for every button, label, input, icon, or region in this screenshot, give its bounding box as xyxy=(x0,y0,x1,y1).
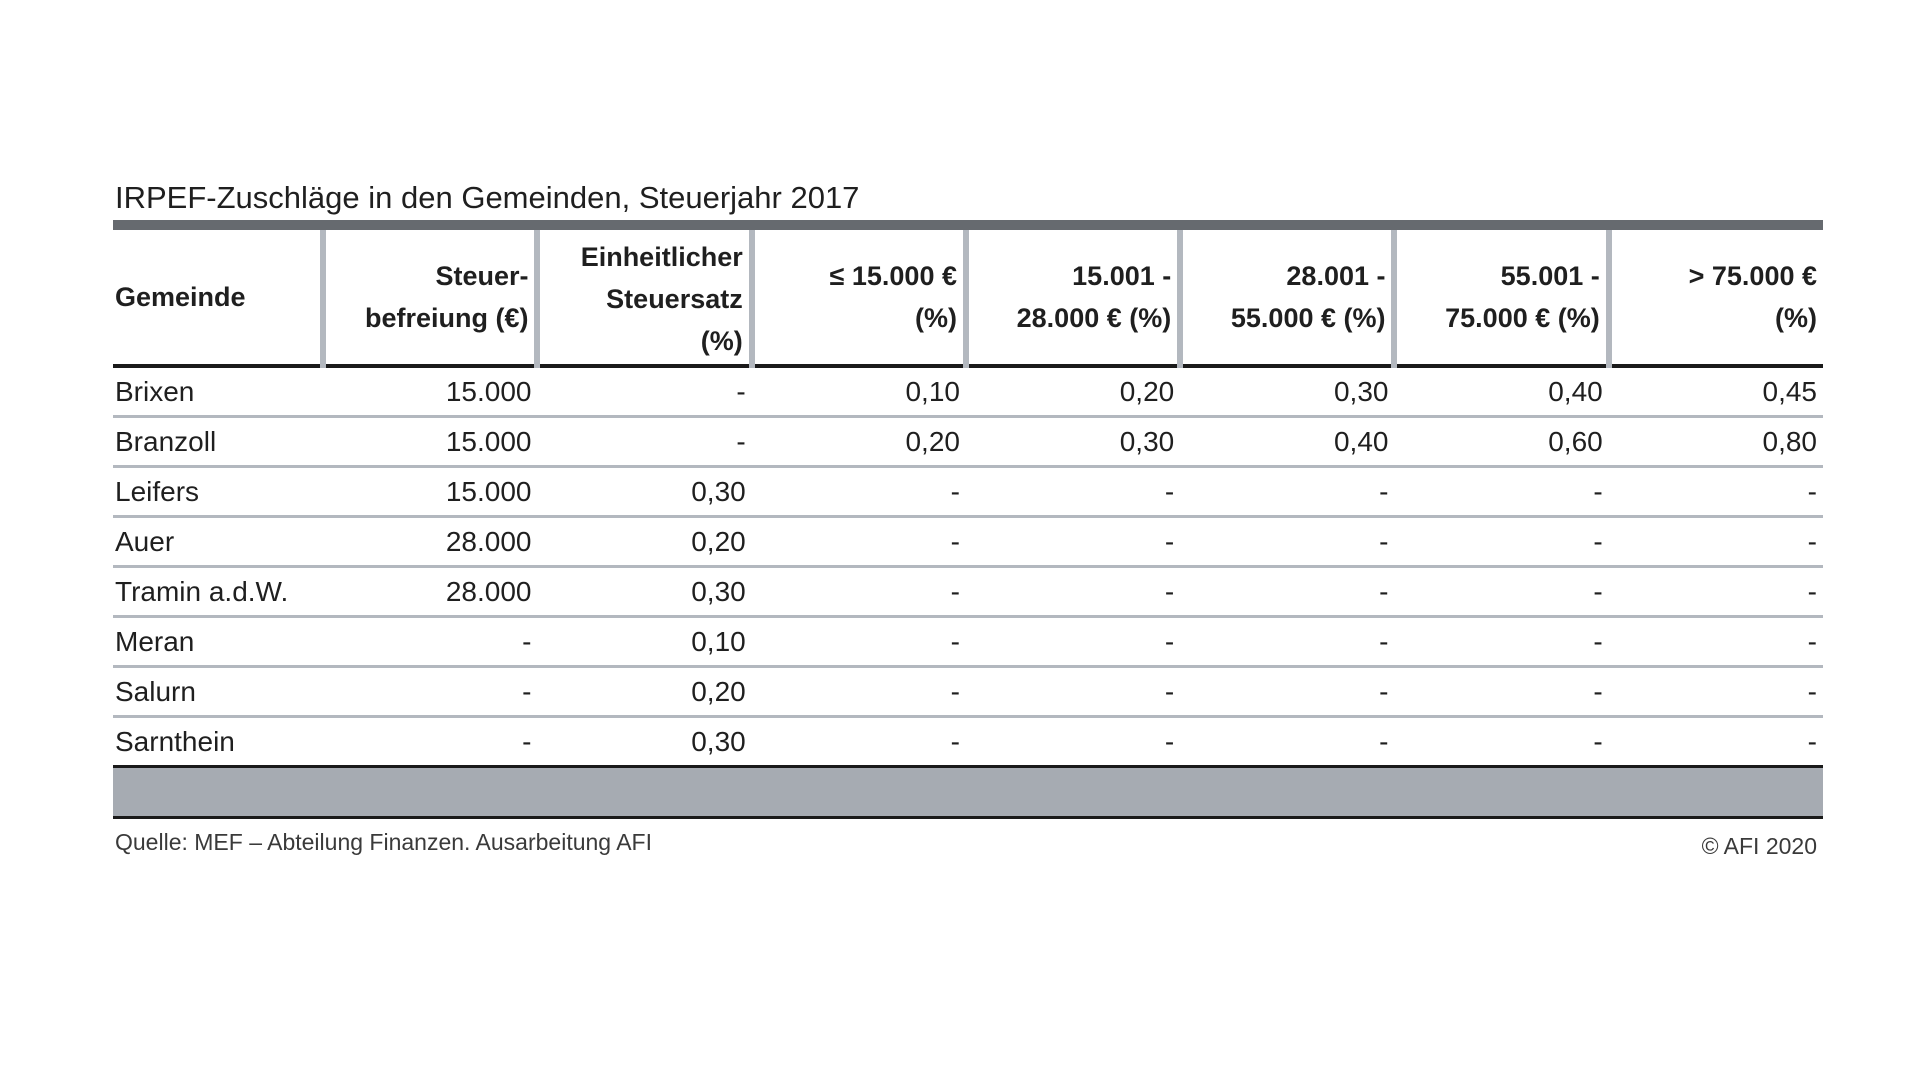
value-cell: 28.000 xyxy=(323,517,537,567)
value-cell: - xyxy=(1609,617,1823,667)
value-cell: - xyxy=(752,617,966,667)
source-note: Quelle: MEF – Abteilung Finanzen. Ausarbeitung AFI xyxy=(115,829,652,855)
value-cell: 15.000 xyxy=(323,467,537,517)
table-figure xyxy=(113,176,1823,859)
value-cell: - xyxy=(966,467,1180,517)
value-cell: - xyxy=(966,617,1180,667)
col-header-einheitlicher-steuersatz xyxy=(537,230,751,366)
municipality-cell: Leifers xyxy=(113,467,323,517)
value-cell: 28.000 xyxy=(323,567,537,617)
header-line: Steuer- xyxy=(435,261,529,291)
value-cell: - xyxy=(537,417,751,467)
value-cell: 0,30 xyxy=(537,717,751,767)
header-line: 15.001 - xyxy=(1072,261,1172,291)
value-cell: 0,20 xyxy=(752,417,966,467)
value-cell: - xyxy=(1394,717,1608,767)
header-line: Gemeinde xyxy=(115,282,246,312)
footer-band xyxy=(113,768,1823,819)
value-cell: 15.000 xyxy=(323,417,537,467)
value-cell: - xyxy=(752,517,966,567)
value-cell: 0,10 xyxy=(752,366,966,417)
value-cell: - xyxy=(752,467,966,517)
col-header-gemeinde xyxy=(113,230,323,366)
value-cell: 0,30 xyxy=(1180,366,1394,417)
table-row xyxy=(113,366,1823,417)
table-footer xyxy=(113,819,1823,859)
value-cell: - xyxy=(323,617,537,667)
data-table xyxy=(113,230,1823,768)
value-cell: - xyxy=(537,366,751,417)
municipality-cell: Tramin a.d.W. xyxy=(113,567,323,617)
col-header-steuerbefreiung xyxy=(323,230,537,366)
table-row xyxy=(113,617,1823,667)
value-cell: - xyxy=(323,667,537,717)
value-cell: - xyxy=(323,717,537,767)
municipality-cell: Salurn xyxy=(113,667,323,717)
value-cell: - xyxy=(1609,467,1823,517)
col-header-bracket-1 xyxy=(752,230,966,366)
value-cell: - xyxy=(1180,517,1394,567)
value-cell: - xyxy=(752,667,966,717)
municipality-cell: Branzoll xyxy=(113,417,323,467)
value-cell: 0,30 xyxy=(537,567,751,617)
table-title: IRPEF-Zuschläge in den Gemeinden, Steuerjahr 2017 xyxy=(115,180,860,215)
value-cell: - xyxy=(1180,667,1394,717)
header-line: 55.001 - xyxy=(1500,261,1600,291)
copyright-note: © AFI 2020 xyxy=(1701,833,1817,859)
table-body xyxy=(113,366,1823,767)
value-cell: - xyxy=(1609,717,1823,767)
value-cell: - xyxy=(1180,567,1394,617)
value-cell: - xyxy=(1394,567,1608,617)
header-line: 75.000 € (%) xyxy=(1445,303,1600,333)
value-cell: 0,30 xyxy=(537,467,751,517)
header-line: befreiung (€) xyxy=(364,303,529,333)
value-cell: - xyxy=(1609,517,1823,567)
value-cell: - xyxy=(752,717,966,767)
col-header-bracket-3 xyxy=(1180,230,1394,366)
header-line: (%) xyxy=(1775,303,1817,333)
value-cell: 0,30 xyxy=(966,417,1180,467)
municipality-cell: Sarnthein xyxy=(113,717,323,767)
header-line: Steuersatz xyxy=(606,284,743,314)
value-cell: - xyxy=(1394,617,1608,667)
col-header-bracket-4 xyxy=(1394,230,1608,366)
value-cell: - xyxy=(966,717,1180,767)
value-cell: 0,20 xyxy=(537,667,751,717)
value-cell: 0,40 xyxy=(1394,366,1608,417)
value-cell: 0,20 xyxy=(966,366,1180,417)
value-cell: 0,80 xyxy=(1609,417,1823,467)
col-header-bracket-5 xyxy=(1609,230,1823,366)
value-cell: 15.000 xyxy=(323,366,537,417)
table-row xyxy=(113,717,1823,767)
table-row xyxy=(113,517,1823,567)
municipality-cell: Meran xyxy=(113,617,323,667)
value-cell: - xyxy=(966,667,1180,717)
col-header-bracket-2 xyxy=(966,230,1180,366)
value-cell: - xyxy=(1609,667,1823,717)
table-row xyxy=(113,467,1823,517)
header-row xyxy=(113,230,1823,366)
table-row xyxy=(113,667,1823,717)
table-row xyxy=(113,567,1823,617)
value-cell: - xyxy=(1394,667,1608,717)
municipality-cell: Brixen xyxy=(113,366,323,417)
value-cell: 0,60 xyxy=(1394,417,1608,467)
top-rule xyxy=(113,220,1823,230)
header-line: 28.001 - xyxy=(1286,261,1386,291)
header-line: ≤ 15.000 € xyxy=(829,261,957,291)
header-line: (%) xyxy=(914,303,957,333)
header-line: > 75.000 € xyxy=(1688,261,1817,291)
value-cell: 0,45 xyxy=(1609,366,1823,417)
value-cell: 0,40 xyxy=(1180,417,1394,467)
value-cell: - xyxy=(1394,517,1608,567)
value-cell: - xyxy=(1394,467,1608,517)
header-line: (%) xyxy=(700,326,743,356)
value-cell: - xyxy=(1180,717,1394,767)
header-line: 55.000 € (%) xyxy=(1230,303,1386,333)
header-line: 28.000 € (%) xyxy=(1016,303,1172,333)
municipality-cell: Auer xyxy=(113,517,323,567)
value-cell: 0,10 xyxy=(537,617,751,667)
value-cell: - xyxy=(1180,617,1394,667)
value-cell: 0,20 xyxy=(537,517,751,567)
value-cell: - xyxy=(966,517,1180,567)
value-cell: - xyxy=(966,567,1180,617)
value-cell: - xyxy=(752,567,966,617)
header-line: Einheitlicher xyxy=(580,242,743,272)
value-cell: - xyxy=(1180,467,1394,517)
value-cell: - xyxy=(1609,567,1823,617)
table-row xyxy=(113,417,1823,467)
